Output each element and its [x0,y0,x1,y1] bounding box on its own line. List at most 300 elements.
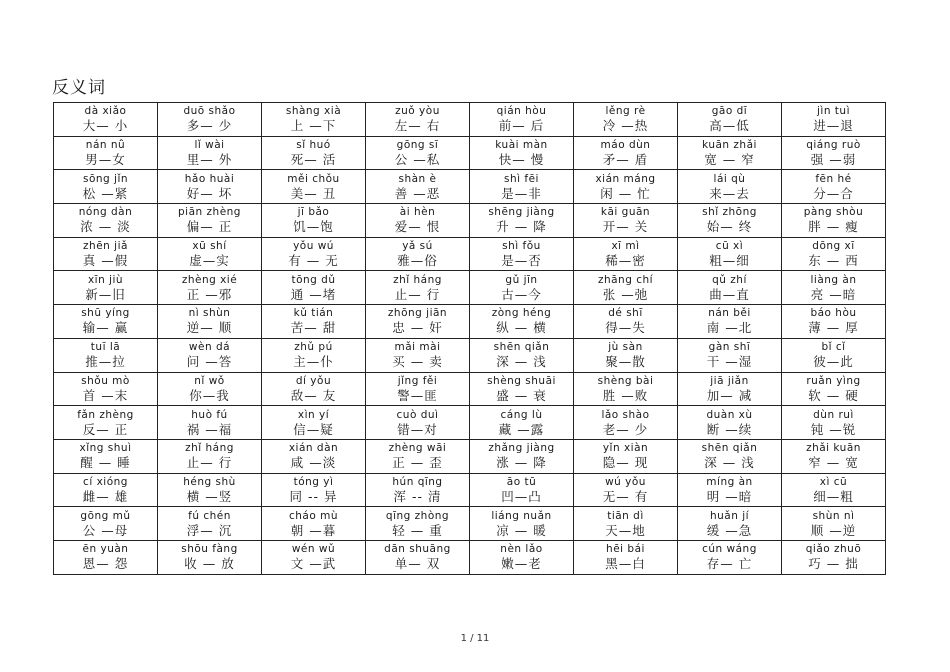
antonym-pair: 强 —弱 [810,152,857,168]
antonym-cell [470,170,574,204]
pinyin-text: shàng xià [285,105,342,118]
antonym-cell [158,473,262,507]
pinyin-text: mǎi mài [394,341,441,354]
pinyin-text: ruǎn yìng [806,374,861,387]
antonym-pair: 正 —邪 [186,286,233,302]
antonym-cell [158,237,262,271]
antonym-cell [262,540,366,574]
pinyin-text: shōu fàng [181,543,238,556]
pinyin-text: měi chǒu [287,172,340,185]
pinyin-text: xī mì [611,240,640,253]
antonym-pair: 来—去 [709,185,750,201]
antonym-cell [782,540,886,574]
antonym-pair: 轻 — 重 [392,522,443,538]
antonym-pair: 前— 后 [498,118,545,134]
antonym-cell [262,406,366,440]
antonym-pair: 稀—密 [605,253,646,269]
pinyin-text: shēn qiǎn [701,442,758,455]
pinyin-text: báo hòu [810,307,857,320]
pinyin-text: shùn nì [812,509,855,522]
antonym-pair: 问 —答 [186,354,233,370]
antonym-pair: 老— 少 [602,421,649,437]
pinyin-text: jī bǎo [297,206,330,219]
pinyin-text: shì fǒu [502,240,541,253]
antonym-pair: 忠 — 奸 [392,320,443,336]
pinyin-text: hēi bái [606,543,645,556]
antonym-pair: 敌— 友 [290,387,337,403]
antonym-cell [574,338,678,372]
antonym-cell [262,439,366,473]
antonym-pair: 纵 — 横 [496,320,547,336]
antonym-pair: 止— 行 [186,455,233,471]
antonym-cell [678,406,782,440]
antonym-cell [470,103,574,137]
antonym-cell [158,136,262,170]
antonym-pair: 软 — 硬 [808,387,859,403]
antonym-cell [470,204,574,238]
antonym-pair: 曲—直 [709,286,750,302]
antonym-pair: 闲 — 忙 [600,185,651,201]
pinyin-text: zhèng xié [181,273,238,286]
pinyin-text: xì cū [819,475,848,488]
antonym-cell [782,439,886,473]
antonym-pair: 逆— 顺 [186,320,233,336]
antonym-pair: 进—退 [813,118,854,134]
antonym-pair: 咸 —淡 [290,455,337,471]
antonym-pair: 是—否 [501,253,542,269]
antonym-pair: 升 — 降 [496,219,547,235]
antonym-cell [366,271,470,305]
antonym-cell [262,103,366,137]
pinyin-text: shǐ zhōng [702,206,757,219]
pinyin-text: wén wǔ [291,543,336,556]
antonym-cell [470,507,574,541]
pinyin-text: jiā jiǎn [710,374,749,387]
pinyin-text: cháo mù [288,509,338,522]
antonym-cell [470,271,574,305]
pinyin-text: shèng shuāi [487,374,556,387]
pinyin-text: piān zhèng [178,206,241,219]
table-row [54,237,886,271]
antonym-cell [678,170,782,204]
pinyin-text: fú chén [188,509,231,522]
antonym-cell [158,540,262,574]
antonym-cell [54,136,158,170]
pinyin-text: fǎn zhèng [77,408,134,421]
table-row [54,204,886,238]
antonym-pair: 盛 — 衰 [496,387,547,403]
antonym-cell [470,372,574,406]
pinyin-text: yǎ sú [402,240,433,253]
antonym-pair: 多— 少 [186,118,233,134]
antonym-cell [782,170,886,204]
antonym-cell [54,473,158,507]
antonym-pair: 死— 活 [290,152,337,168]
antonym-pair: 祸 —福 [186,421,233,437]
pinyin-text: ài hèn [399,206,436,219]
antonym-cell [678,507,782,541]
pinyin-text: zhǎi kuān [806,442,861,455]
antonym-cell [782,305,886,339]
antonym-cell [574,372,678,406]
antonym-cell [470,540,574,574]
antonym-pair: 有 — 无 [288,253,339,269]
pinyin-text: liáng nuǎn [491,509,552,522]
antonym-cell [574,305,678,339]
pinyin-text: wú yǒu [605,475,646,488]
table-row [54,406,886,440]
antonym-cell [782,204,886,238]
pinyin-text: hǎo huài [184,172,235,185]
antonym-pair: 薄 — 厚 [808,320,859,336]
pinyin-text: ēn yuàn [82,543,129,556]
antonym-pair: 朝 —暮 [290,522,337,538]
antonym-pair: 偏— 正 [186,219,233,235]
antonym-pair: 信—疑 [293,421,334,437]
pinyin-text: pàng shòu [803,206,864,219]
pinyin-text: huò fú [191,408,228,421]
pinyin-text: duàn xù [706,408,753,421]
antonym-cell [158,406,262,440]
pinyin-text: xìn yí [297,408,330,421]
pinyin-text: tiān dì [607,509,644,522]
antonym-pair: 亮 —暗 [810,286,857,302]
pinyin-text: kǔ tián [293,307,334,320]
antonym-pair: 冷 —热 [602,118,649,134]
antonym-cell [366,305,470,339]
antonym-pair: 松 —紧 [82,185,129,201]
page-number: 1 / 11 [460,633,490,644]
antonym-cell [262,372,366,406]
antonym-cell [782,338,886,372]
antonym-pair: 始— 终 [706,219,753,235]
antonym-cell [366,204,470,238]
antonym-cell [366,540,470,574]
pinyin-text: wèn dá [188,341,231,354]
pinyin-text: zhèng wāi [388,442,447,455]
pinyin-text: yǒu wú [293,240,334,253]
pinyin-text: nán nǚ [85,139,126,152]
antonym-pair: 巧 — 拙 [808,556,859,572]
antonym-pair: 古—今 [501,286,542,302]
pinyin-text: nóng dàn [78,206,133,219]
antonym-pair: 里— 外 [186,152,233,168]
antonym-cell [54,540,158,574]
antonym-cell [574,204,678,238]
pinyin-text: qīng zhòng [385,509,450,522]
table-row [54,540,886,574]
antonym-cell [158,305,262,339]
antonym-cell [574,170,678,204]
pinyin-text: xián máng [595,172,656,185]
antonym-pair: 快— 慢 [498,152,545,168]
antonym-pair: 开— 关 [602,219,649,235]
antonym-cell [366,170,470,204]
pinyin-text: shèng bài [597,374,654,387]
antonym-cell [782,406,886,440]
pinyin-text: cuò duì [396,408,439,421]
pinyin-text: xīn jiù [87,273,124,286]
antonym-pair: 浮— 沉 [186,522,233,538]
antonym-cell [574,237,678,271]
antonym-cell [262,305,366,339]
pinyin-text: zhǎng jiàng [488,442,555,455]
antonym-pair: 藏 —露 [498,421,545,437]
antonym-pair: 新—旧 [85,286,126,302]
pinyin-text: liàng àn [810,273,857,286]
antonym-cell [366,103,470,137]
antonym-cell [54,103,158,137]
pinyin-text: qiáng ruò [806,139,861,152]
pinyin-text: shū yíng [81,307,130,320]
antonym-pair: 反— 正 [82,421,129,437]
table-row [54,439,886,473]
antonym-cell [678,237,782,271]
antonym-pair: 嫩—老 [501,556,542,572]
antonym-pair: 苦— 甜 [290,320,337,336]
pinyin-text: zhēn jiǎ [83,240,128,253]
pinyin-text: jù sàn [608,341,643,354]
pinyin-text: zuǒ yòu [395,105,440,118]
pinyin-text: zhǐ háng [393,273,442,286]
antonym-cell [262,338,366,372]
pinyin-text: qiǎo zhuō [805,543,862,556]
antonym-cell [262,473,366,507]
pinyin-text: nán běi [708,307,751,320]
antonym-pair: 顺 —逆 [810,522,857,538]
pinyin-text: gǔ jīn [505,273,538,286]
antonym-pair: 加— 减 [706,387,753,403]
antonym-pair: 公 —私 [394,152,441,168]
antonym-pair: 饥—饱 [293,219,334,235]
pinyin-text: dùn ruì [813,408,854,421]
pinyin-text: kāi guān [600,206,651,219]
pinyin-text: zhōng jiān [387,307,448,320]
antonym-pair: 粗—细 [709,253,750,269]
pinyin-text: kuān zhǎi [702,139,757,152]
pinyin-text: shǒu mò [81,374,130,387]
antonym-pair: 浓 — 淡 [80,219,131,235]
table-row [54,103,886,137]
antonym-pair: 同 -- 异 [289,488,338,504]
pinyin-text: shì fēi [504,172,539,185]
antonym-cell [782,103,886,137]
pinyin-text: xián dàn [288,442,339,455]
antonym-pair: 单— 双 [394,556,441,572]
pinyin-text: dí yǒu [295,374,332,387]
pinyin-text: cún wáng [702,543,757,556]
pinyin-text: zhāng chí [597,273,654,286]
pinyin-text: dōng xī [812,240,855,253]
antonym-pair: 东 — 西 [808,253,859,269]
pinyin-text: máo dùn [600,139,651,152]
antonym-pair: 美— 丑 [290,185,337,201]
antonym-cell [678,136,782,170]
pinyin-text: shàn è [398,172,437,185]
pinyin-text: nǐ wǒ [194,374,225,387]
antonym-pair: 推—拉 [85,354,126,370]
antonym-pair: 恩— 怨 [82,556,129,572]
pinyin-text: nì shùn [188,307,231,320]
antonym-cell [262,237,366,271]
pinyin-text: tóng yì [293,475,334,488]
antonym-pair: 横 —竖 [186,488,233,504]
pinyin-text: nèn lǎo [500,543,543,556]
antonym-cell [470,439,574,473]
antonym-cell [54,338,158,372]
antonym-cell [262,136,366,170]
pinyin-text: zòng héng [491,307,552,320]
antonym-cell [262,271,366,305]
pinyin-text: gōng mǔ [80,509,131,522]
pinyin-text: jǐng fěi [397,374,438,387]
antonym-pair: 醒 — 睡 [80,455,131,471]
antonym-pair: 善 —恶 [394,185,441,201]
antonym-cell [54,204,158,238]
page-title: 反义词 [52,78,106,98]
pinyin-text: dé shī [608,307,643,320]
antonym-cell [574,507,678,541]
antonym-cell [366,406,470,440]
antonym-pair: 左— 右 [394,118,441,134]
antonym-cell [158,439,262,473]
table-row [54,372,886,406]
antonym-cell [158,338,262,372]
antonym-cell [470,136,574,170]
pinyin-text: gāo dī [711,105,748,118]
antonym-pair: 分—合 [813,185,854,201]
pinyin-text: qián hòu [496,105,547,118]
antonym-pair: 警—匪 [397,387,438,403]
antonym-cell [782,136,886,170]
pinyin-text: héng shù [183,475,236,488]
antonym-pair: 你—我 [189,387,230,403]
antonym-pair: 彼—此 [813,354,854,370]
antonym-cell [262,170,366,204]
antonym-cell [158,372,262,406]
pinyin-text: cí xióng [83,475,128,488]
antonym-cell [574,406,678,440]
antonym-pair: 上 —下 [290,118,337,134]
pinyin-text: yǐn xiàn [602,442,649,455]
antonym-pair: 得—失 [605,320,646,336]
antonym-pair: 主—仆 [293,354,334,370]
antonym-pair: 干 —湿 [706,354,753,370]
antonym-cell [782,507,886,541]
pinyin-text: xǐng shuì [79,442,132,455]
pinyin-text: cū xì [715,240,744,253]
antonym-cell [366,237,470,271]
table-row [54,136,886,170]
pinyin-text: zhǔ pú [294,341,333,354]
pinyin-text: tōng dǔ [291,273,336,286]
antonym-cell [366,473,470,507]
pinyin-text: tuī lā [90,341,121,354]
antonym-pair: 无— 有 [602,488,649,504]
antonym-pair: 爱— 恨 [394,219,441,235]
antonym-cell [678,439,782,473]
antonym-cell [574,439,678,473]
pinyin-text: dān shuāng [384,543,451,556]
antonym-cell [470,237,574,271]
antonym-pair: 买 — 卖 [392,354,443,370]
pinyin-text: hún qīng [392,475,443,488]
antonym-cell [470,406,574,440]
antonym-pair: 胜 —败 [602,387,649,403]
pinyin-text: duō shǎo [183,105,236,118]
antonym-pair: 文 —武 [290,556,337,572]
antonym-pair: 首 —末 [82,387,129,403]
antonym-cell [158,507,262,541]
antonym-cell [54,439,158,473]
table-row [54,507,886,541]
antonym-cell [574,473,678,507]
antonym-cell [782,237,886,271]
antonym-cell [678,540,782,574]
pinyin-text: lěng rè [605,105,646,118]
antonym-pair: 真 —假 [82,253,129,269]
antonym-cell [678,271,782,305]
antonym-pair: 虚—实 [189,253,230,269]
antonym-cell [158,103,262,137]
antonym-cell [782,372,886,406]
pinyin-text: shēng jiàng [488,206,555,219]
antonym-cell [678,338,782,372]
table-row [54,338,886,372]
pinyin-text: míng àn [706,475,753,488]
antonym-cell [574,103,678,137]
antonym-cell [782,271,886,305]
antonym-cell [366,136,470,170]
antonym-pair: 隐— 现 [602,455,649,471]
antonym-pair: 细—粗 [813,488,854,504]
antonym-pair: 止— 行 [394,286,441,302]
antonym-pair: 凉 — 暖 [496,522,547,538]
antonym-pair: 断 —续 [706,421,753,437]
antonym-cell [574,540,678,574]
antonym-pair: 深 — 浅 [704,455,755,471]
pinyin-text: āo tū [506,475,537,488]
antonym-cell [678,305,782,339]
antonym-cell [470,338,574,372]
antonym-cell [262,507,366,541]
antonym-cell [574,271,678,305]
antonym-pair: 雅—俗 [397,253,438,269]
antonym-pair: 明 —暗 [706,488,753,504]
pinyin-text: gōng sī [396,139,439,152]
antonym-cell [366,439,470,473]
antonym-cell [470,473,574,507]
antonym-pair: 涨 — 降 [496,455,547,471]
antonym-cell [158,271,262,305]
antonym-cell [158,170,262,204]
antonym-cell [54,237,158,271]
antonym-pair: 通 —堵 [290,286,337,302]
antonym-pair: 凹—凸 [501,488,542,504]
antonym-cell [366,507,470,541]
table-row [54,305,886,339]
antonym-pair: 天—地 [605,522,646,538]
antonym-pair: 输— 赢 [82,320,129,336]
pinyin-text: jìn tuì [816,105,851,118]
antonym-pair: 是—非 [501,185,542,201]
antonym-pair: 浑 -- 清 [393,488,442,504]
antonym-cell [678,204,782,238]
antonym-cell [54,507,158,541]
pinyin-text: huǎn jí [709,509,750,522]
antonym-cell [678,473,782,507]
antonym-pair: 深 — 浅 [496,354,547,370]
